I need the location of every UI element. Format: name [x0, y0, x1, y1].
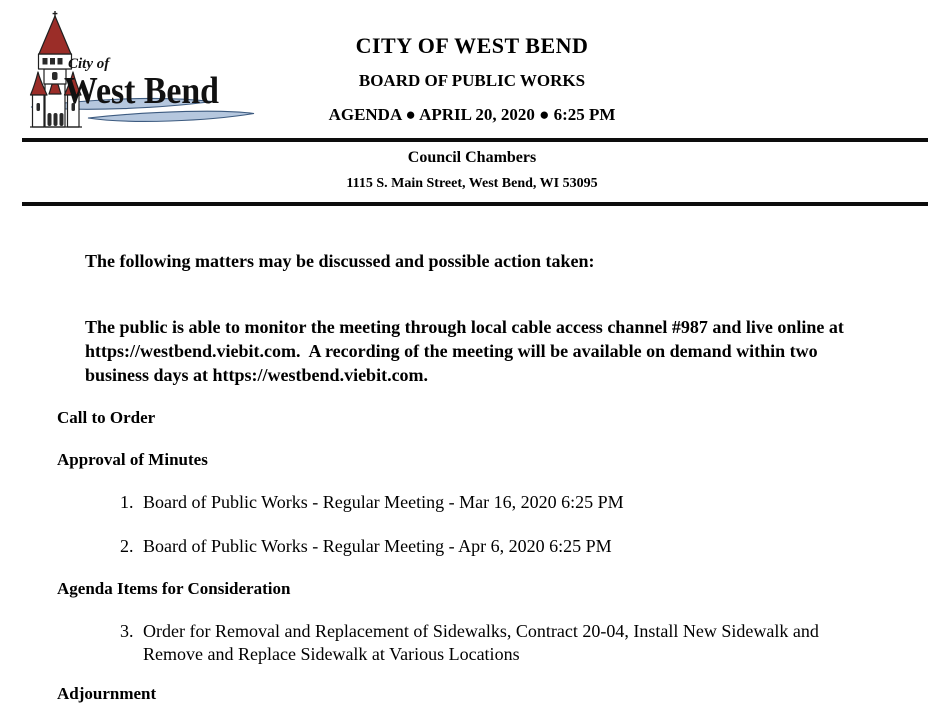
section-heading-call-to-order: Call to Order: [57, 408, 156, 427]
public-access-notice: The public is able to monitor the meeting through local cable access channel #987 and live online at https://westbend.viebit.com. A recording of the meeting will be available on demand within two business days at https://westbend.viebit.com.: [85, 317, 849, 385]
document-title: CITY OF WEST BEND: [355, 33, 589, 58]
header-divider-bottom: [22, 202, 928, 206]
venue-address: 1115 S. Main Street, West Bend, WI 53095: [346, 176, 598, 191]
agenda-item-text: Board of Public Works - Regular Meeting - Apr 6, 2020 6:25 PM: [143, 536, 612, 556]
agenda-item: [120, 491, 855, 514]
matters-notice: The following matters may be discussed and possible action taken:: [85, 251, 595, 271]
document-subtitle: BOARD OF PUBLIC WORKS: [358, 71, 586, 90]
section-heading-approval-of-minutes: Approval of Minutes: [57, 450, 208, 469]
agenda-item-number: 3.: [120, 621, 134, 641]
agenda-body: [0, 249, 944, 705]
venue-block: [0, 142, 944, 202]
header-title-block: [0, 33, 944, 125]
agenda-item: [120, 620, 855, 666]
agenda-item-number: 2.: [120, 536, 134, 556]
agenda-date-time-line: AGENDA ● APRIL 20, 2020 ● 6:25 PM: [328, 105, 616, 124]
agenda-item-text: Order for Removal and Replacement of Sidewalks, Contract 20-04, Install New Sidewalk and Remove and Replace Sidewalk at Various Locations: [143, 621, 819, 664]
logo-city-of-text: City of: [68, 56, 110, 72]
venue-name: Council Chambers: [407, 149, 537, 166]
document-header: [0, 0, 944, 138]
agenda-item: [120, 535, 855, 558]
logo-west-bend-text: West Bend: [64, 70, 219, 112]
agenda-item-text: Board of Public Works - Regular Meeting - Mar 16, 2020 6:25 PM: [143, 492, 624, 512]
section-heading-adjournment: Adjournment: [57, 684, 157, 703]
section-heading-agenda-items: Agenda Items for Consideration: [57, 579, 291, 598]
agenda-item-number: 1.: [120, 492, 134, 512]
